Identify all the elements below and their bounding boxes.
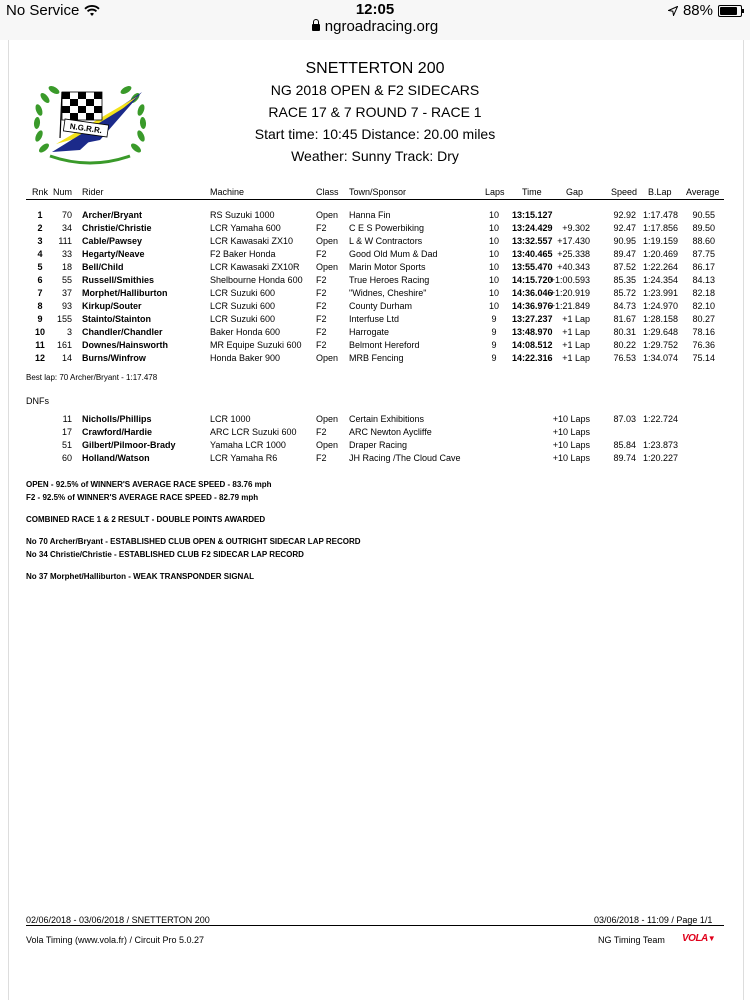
table-row: 12 14 Burns/Winfrow Honda Baker 900 Open MRB Fencing 9 14:22.316 +1 Lap 76.53 1:34.074 75.14: [34, 353, 715, 363]
table-row: 4 33 Hegarty/Neave F2 Baker Honda F2 Good Old Mum & Dad 10 13:40.465 +25.338 89.47 1:20.469 87.75: [37, 249, 715, 259]
table-row: 8 93 Kirkup/Souter LCR Suzuki 600 F2 County Durham 10 14:36.976 +1:21.849 84.73 1:24.970 82.10: [37, 301, 715, 311]
table-row: 6 55 Russell/Smithies Shelbourne Honda 600 F2 True Heroes Racing 10 14:15.720 +1:00.593 85.35 1:24.354 84.13: [37, 275, 715, 285]
col-rider: Rider: [82, 187, 104, 197]
table-row: 7 37 Morphet/Halliburton LCR Suzuki 600 F2 "Widnes, Cheshire" 10 14:36.046 +1:20.919 85.72 1:23.991 82.18: [37, 288, 715, 298]
col-speed: Speed: [611, 187, 638, 197]
event-title: SNETTERTON 200: [305, 60, 445, 77]
location-arrow-icon: [668, 6, 678, 16]
carrier-label: No Service: [6, 2, 80, 19]
footer-divider: [26, 925, 724, 926]
vola-logo: VOLA▼: [682, 933, 716, 944]
lap-record-note: No 70 Archer/Bryant - ESTABLISHED CLUB OPEN & OUTRIGHT SIDECAR LAP RECORD: [26, 537, 361, 546]
col-gap: Gap: [566, 187, 584, 197]
col-laps: Laps: [485, 187, 505, 197]
dnf-row: 11 Nicholls/Phillips LCR 1000 Open Certain Exhibitions +10 Laps 87.03 1:22.724: [62, 414, 678, 424]
table-row: 10 3 Chandler/Chandler Baker Honda 600 F2 Harrogate 9 13:48.970 +1 Lap 80.31 1:29.648 78.16: [34, 327, 715, 337]
col-town: Town/Sponsor: [349, 187, 407, 197]
combined-note: COMBINED RACE 1 & 2 RESULT - DOUBLE POINTS AWARDED: [26, 515, 266, 524]
lock-icon: [312, 24, 320, 31]
url-text: ngroadracing.org: [324, 18, 439, 35]
ngrr-logo: [30, 78, 150, 168]
header-divider: [26, 199, 724, 200]
table-row: 5 18 Bell/Child LCR Kawasaki ZX10R Open Marin Motor Sports 10 13:55.470 +40.343 87.52 1:22.264 86.17: [37, 262, 715, 272]
start-distance: Start time: 10:45 Distance: 20.00 miles: [254, 126, 496, 142]
battery-percent: 88%: [682, 2, 713, 19]
lap-record-note: No 34 Christie/Christie - ESTABLISHED CLUB F2 SIDECAR LAP RECORD: [26, 550, 304, 559]
table-row: 11 161 Downes/Hainsworth MR Equipe Suzuki 600 F2 Belmont Hereford 9 14:08.512 +1 Lap 80.22 1:29.752 76.36: [35, 340, 715, 350]
col-time: Time: [522, 187, 542, 197]
table-row: 9 155 Stainto/Stainton LCR Suzuki 600 F2 Interfuse Ltd 9 13:27.237 +1 Lap 81.67 1:28.158 80.27: [37, 314, 715, 324]
race-round: RACE 17 & 7 ROUND 7 - RACE 1: [268, 104, 482, 120]
footer-print-info: 03/06/2018 - 11:09 / Page 1/1: [594, 915, 713, 925]
battery-status: [668, 2, 742, 19]
dnf-row: 51 Gilbert/Pilmoor-Brady Yamaha LCR 1000 Open Draper Racing +10 Laps 85.84 1:23.873: [61, 440, 678, 450]
table-row: 3 111 Cable/Pawsey LCR Kawasaki ZX10 Open L & W Contractors 10 13:32.557 +17.430 90.95 1:19.159 88.60: [37, 236, 715, 246]
footer-team: NG Timing Team: [598, 935, 665, 945]
status-bar: [0, 0, 750, 40]
f2-average-note: F2 - 92.5% of WINNER'S AVERAGE RACE SPEED - 82.79 mph: [26, 493, 259, 502]
open-average-note: OPEN - 92.5% of WINNER'S AVERAGE RACE SPEED - 83.76 mph: [26, 480, 272, 489]
logo-text: N.G.R.R.: [69, 121, 103, 136]
col-machine: Machine: [210, 187, 245, 197]
col-rnk: Rnk: [31, 187, 48, 197]
battery-icon: [718, 5, 742, 17]
weather-track: Weather: Sunny Track: Dry: [291, 148, 459, 164]
col-blap: B.Lap: [648, 187, 672, 197]
clock: 12:05: [355, 1, 395, 18]
best-lap: Best lap: 70 Archer/Bryant - 1:17.478: [26, 373, 158, 382]
championship-title: NG 2018 OPEN & F2 SIDECARS: [270, 82, 480, 98]
transponder-note: No 37 Morphet/Halliburton - WEAK TRANSPONDER SIGNAL: [26, 572, 254, 581]
col-class: Class: [316, 187, 339, 197]
footer-dates: 02/06/2018 - 03/06/2018 / SNETTERTON 200: [26, 915, 210, 925]
footer-software: Vola Timing (www.vola.fr) / Circuit Pro 5.0.27: [26, 935, 205, 945]
table-row: 1 70 Archer/Bryant RS Suzuki 1000 Open Hanna Fin 10 13:15.127 92.92 1:17.478 90.55: [37, 210, 715, 220]
col-num: Num: [52, 187, 72, 197]
address-bar[interactable]: [0, 18, 750, 35]
dnf-row: 17 Crawford/Hardie ARC LCR Suzuki 600 F2 ARC Newton Aycliffe +10 Laps: [61, 427, 590, 437]
table-row: 2 34 Christie/Christie LCR Yamaha 600 F2 C E S Powerbiking 10 13:24.429 +9.302 92.47 1:17.856 89.50: [37, 223, 715, 233]
dnf-row: 60 Holland/Watson LCR Yamaha R6 F2 JH Racing /The Cloud Cave +10 Laps 89.74 1:20.227: [61, 453, 678, 463]
col-average: Average: [686, 187, 720, 197]
dnf-title: DNFs: [26, 396, 49, 406]
